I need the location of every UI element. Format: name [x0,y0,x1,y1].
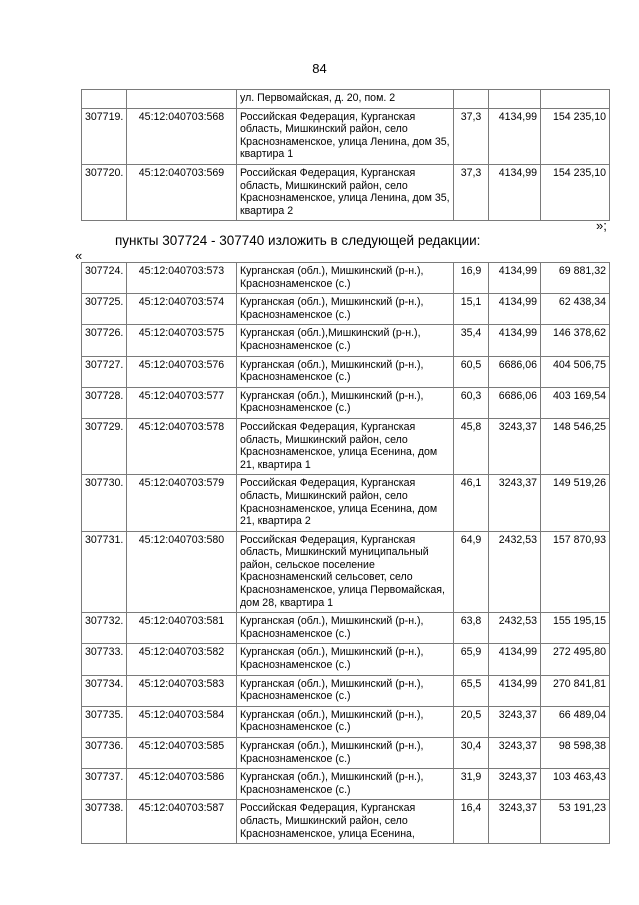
top-table [81,89,610,221]
area-cell: 63,8 [454,613,489,644]
address-cell: Курганская (обл.), Мишкинский (р-н.), Краснознаменское (с.) [237,738,454,769]
cadastral-number-cell: 45:12:040703:587 [127,800,237,844]
table-row [82,706,610,737]
area-cell: 30,4 [454,738,489,769]
area-cell: 60,5 [454,356,489,387]
value-cell [541,90,610,109]
area-cell: 65,9 [454,644,489,675]
page-number: 84 [312,61,327,76]
area-cell: 31,9 [454,769,489,800]
table-row [82,475,610,531]
value-cell: 62 438,34 [541,294,610,325]
address-cell: Курганская (обл.), Мишкинский (р-н.), Краснознаменское (с.) [237,356,454,387]
area-cell: 35,4 [454,325,489,356]
area-cell: 37,3 [454,164,489,220]
rate-cell: 4134,99 [489,164,541,220]
table-row [82,387,610,418]
value-cell: 103 463,43 [541,769,610,800]
table-row [82,325,610,356]
address-cell: Курганская (обл.), Мишкинский (р-н.), Краснознаменское (с.) [237,675,454,706]
open-quote: « [75,248,83,263]
cadastral-number-cell: 45:12:040703:580 [127,531,237,613]
rate-cell [489,90,541,109]
cadastral-number-cell: 45:12:040703:584 [127,706,237,737]
value-cell: 272 495,80 [541,644,610,675]
rate-cell: 4134,99 [489,325,541,356]
main-table [81,262,610,844]
area-cell: 45,8 [454,418,489,474]
area-cell: 37,3 [454,108,489,164]
cadastral-number-cell: 45:12:040703:586 [127,769,237,800]
area-cell: 65,5 [454,675,489,706]
value-cell: 154 235,10 [541,108,610,164]
address-cell: Российская Федерация, Курганская область, Мишкинский муниципальный район, сельское поселение Краснознаменский сельсовет, село Краснознаменское, улица Первомайская, дом 28, квартира 1 [237,531,454,613]
table-row [82,108,610,164]
table-row [82,418,610,474]
value-cell: 98 598,38 [541,738,610,769]
table-row [82,294,610,325]
address-cell: Курганская (обл.), Мишкинский (р-н.), Краснознаменское (с.) [237,387,454,418]
area-cell: 20,5 [454,706,489,737]
value-cell: 69 881,32 [541,263,610,294]
rate-cell: 2432,53 [489,613,541,644]
cadastral-number-cell: 45:12:040703:569 [127,164,237,220]
cadastral-number-cell: 45:12:040703:574 [127,294,237,325]
value-cell: 403 169,54 [541,387,610,418]
row-number-cell: 307732. [82,613,127,644]
row-number-cell: 307720. [82,164,127,220]
rate-cell: 6686,06 [489,356,541,387]
table-row [82,531,610,613]
area-cell: 46,1 [454,475,489,531]
cadastral-number-cell: 45:12:040703:573 [127,263,237,294]
area-cell: 15,1 [454,294,489,325]
cadastral-number-cell: 45:12:040703:579 [127,475,237,531]
table-row [82,800,610,844]
row-number-cell: 307734. [82,675,127,706]
value-cell: 148 546,25 [541,418,610,474]
area-cell: 64,9 [454,531,489,613]
row-number-cell: 307724. [82,263,127,294]
cadastral-number-cell: 45:12:040703:568 [127,108,237,164]
rate-cell: 4134,99 [489,294,541,325]
value-cell: 154 235,10 [541,164,610,220]
table-row [82,738,610,769]
row-number-cell: 307736. [82,738,127,769]
value-cell: 155 195,15 [541,613,610,644]
cadastral-number-cell: 45:12:040703:585 [127,738,237,769]
address-cell: Российская Федерация, Курганская область, Мишкинский район, село Краснознаменское, улица Есенина, [237,800,454,844]
table-row [82,356,610,387]
address-cell: Российская Федерация, Курганская область, Мишкинский район, село Краснознаменское, улица Ленина, дом 35, квартира 1 [237,108,454,164]
table-row [82,769,610,800]
row-number-cell: 307731. [82,531,127,613]
address-cell: Курганская (обл.), Мишкинский (р-н.), Краснознаменское (с.) [237,294,454,325]
table-row [82,644,610,675]
table-row [82,263,610,294]
row-number-cell: 307738. [82,800,127,844]
address-cell: Курганская (обл.), Мишкинский (р-н.), Краснознаменское (с.) [237,613,454,644]
row-number-cell: 307719. [82,108,127,164]
area-cell: 16,4 [454,800,489,844]
cadastral-number-cell: 45:12:040703:578 [127,418,237,474]
rate-cell: 4134,99 [489,108,541,164]
row-number-cell: 307726. [82,325,127,356]
rate-cell: 3243,37 [489,769,541,800]
address-cell: Курганская (обл.), Мишкинский (р-н.), Краснознаменское (с.) [237,263,454,294]
table-row [82,613,610,644]
address-cell: Курганская (обл.), Мишкинский (р-н.), Краснознаменское (с.) [237,769,454,800]
table-row [82,90,610,109]
close-quote: »; [596,218,607,233]
area-cell: 60,3 [454,387,489,418]
address-cell: ул. Первомайская, д. 20, пом. 2 [237,90,454,109]
rate-cell: 3243,37 [489,706,541,737]
address-cell: Российская Федерация, Курганская область, Мишкинский район, село Краснознаменское, улица Есенина, дом 21, квартира 1 [237,418,454,474]
value-cell: 53 191,23 [541,800,610,844]
value-cell: 157 870,93 [541,531,610,613]
cadastral-number-cell: 45:12:040703:582 [127,644,237,675]
rate-cell: 4134,99 [489,263,541,294]
area-cell [454,90,489,109]
value-cell: 270 841,81 [541,675,610,706]
row-number-cell: 307737. [82,769,127,800]
cadastral-number-cell: 45:12:040703:575 [127,325,237,356]
address-cell: Курганская (обл.),Мишкинский (р-н.), Краснознаменское (с.) [237,325,454,356]
row-number-cell: 307735. [82,706,127,737]
table-row [82,675,610,706]
rate-cell: 6686,06 [489,387,541,418]
rate-cell: 3243,37 [489,800,541,844]
cadastral-number-cell [127,90,237,109]
rate-cell: 4134,99 [489,675,541,706]
rate-cell: 4134,99 [489,644,541,675]
address-cell: Курганская (обл.), Мишкинский (р-н.), Краснознаменское (с.) [237,706,454,737]
row-number-cell: 307729. [82,418,127,474]
address-cell: Российская Федерация, Курганская область, Мишкинский район, село Краснознаменское, улица Ленина, дом 35, квартира 2 [237,164,454,220]
cadastral-number-cell: 45:12:040703:581 [127,613,237,644]
rate-cell: 2432,53 [489,531,541,613]
cadastral-number-cell: 45:12:040703:583 [127,675,237,706]
value-cell: 66 489,04 [541,706,610,737]
rate-cell: 3243,37 [489,738,541,769]
value-cell: 149 519,26 [541,475,610,531]
address-cell: Российская Федерация, Курганская область, Мишкинский район, село Краснознаменское, улица Есенина, дом 21, квартира 2 [237,475,454,531]
address-cell: Курганская (обл.), Мишкинский (р-н.), Краснознаменское (с.) [237,644,454,675]
value-cell: 146 378,62 [541,325,610,356]
row-number-cell: 307728. [82,387,127,418]
instruction-text: пункты 307724 - 307740 изложить в следующей редакции: [115,233,481,248]
row-number-cell: 307730. [82,475,127,531]
value-cell: 404 506,75 [541,356,610,387]
row-number-cell: 307727. [82,356,127,387]
rate-cell: 3243,37 [489,475,541,531]
row-number-cell: 307733. [82,644,127,675]
table-row [82,164,610,220]
area-cell: 16,9 [454,263,489,294]
rate-cell: 3243,37 [489,418,541,474]
cadastral-number-cell: 45:12:040703:576 [127,356,237,387]
cadastral-number-cell: 45:12:040703:577 [127,387,237,418]
row-number-cell: 307725. [82,294,127,325]
row-number-cell [82,90,127,109]
